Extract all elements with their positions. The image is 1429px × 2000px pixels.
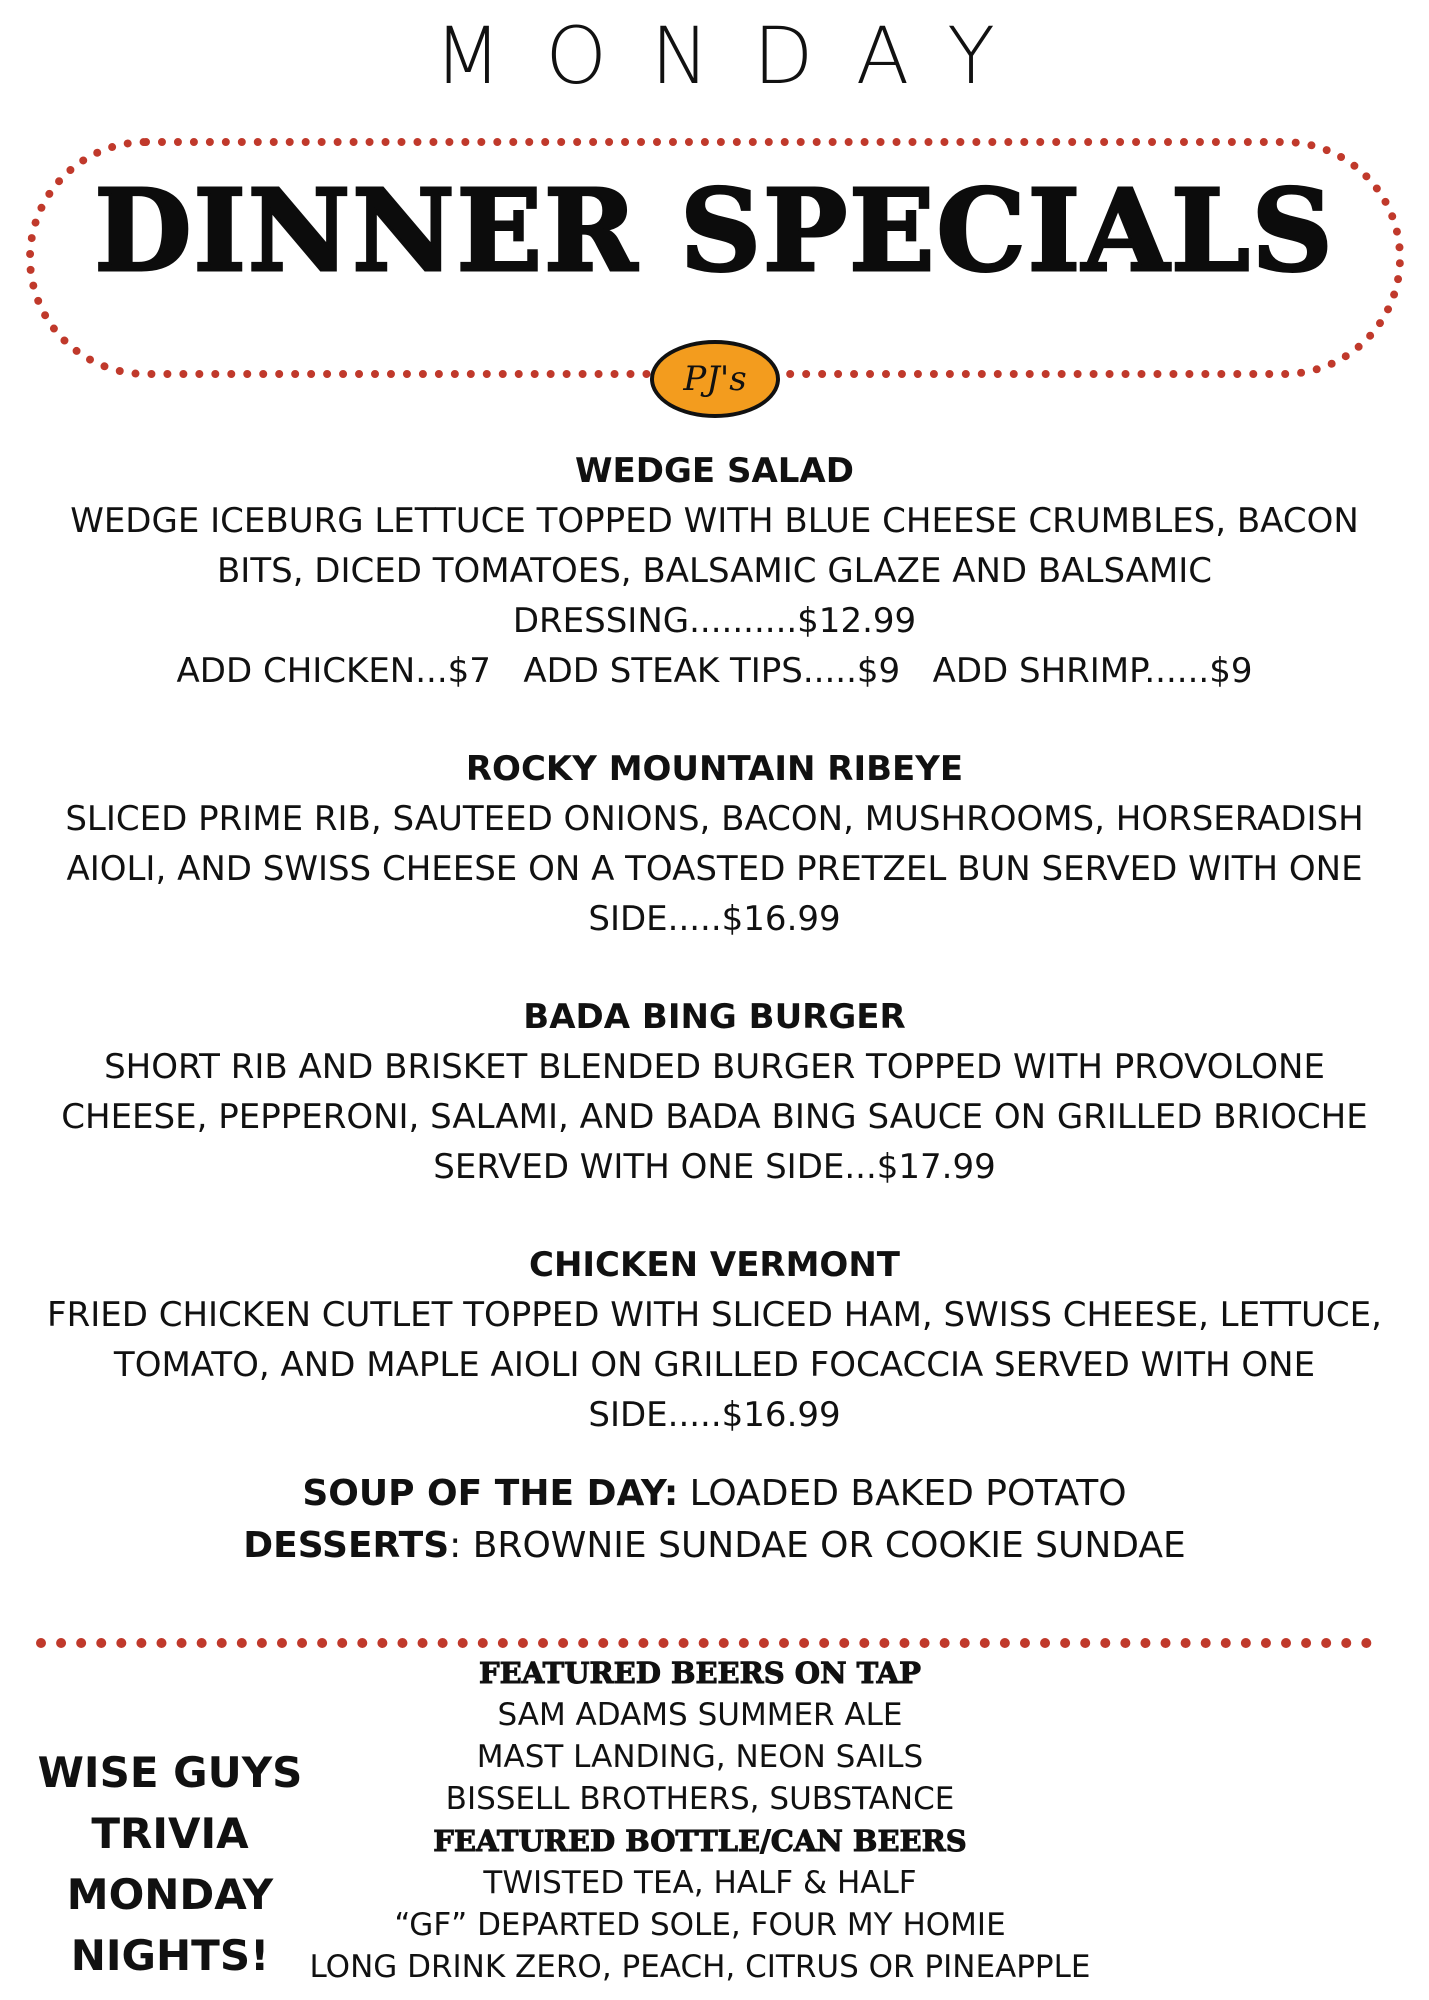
- special-item-ribeye: [40, 744, 1389, 944]
- tap-beer: BISSELL BROTHERS, SUBSTANCE: [445, 1781, 955, 1817]
- special-name: ROCKY MOUNTAIN RIBEYE: [465, 749, 964, 789]
- trivia-line: MONDAY: [66, 1870, 274, 1919]
- tap-beer: MAST LANDING, NEON SAILS: [476, 1739, 924, 1775]
- tap-beers-heading: FEATURED BEERS ON TAP: [479, 1656, 921, 1690]
- special-item-burger: [40, 992, 1389, 1192]
- desserts-label: DESSERTS: [243, 1525, 450, 1566]
- trivia-callout: [30, 1742, 310, 1986]
- special-description: SLICED PRIME RIB, SAUTEED ONIONS, BACON, MUSHROOMS, HORSERADISH AIOLI, AND SWISS CHEESE ON A TOASTED PRETZEL BUN SERVED WITH ONE SIDE.....$16.99: [65, 799, 1364, 939]
- trivia-line: TRIVIA: [91, 1809, 249, 1858]
- special-item-wedge-salad: [40, 446, 1389, 696]
- trivia-line: WISE GUYS: [37, 1748, 303, 1797]
- special-item-chicken-vermont: [40, 1240, 1389, 1440]
- page-title: DINNER SPECIALS: [94, 166, 1335, 297]
- special-name: CHICKEN VERMONT: [529, 1245, 900, 1285]
- desserts-value: : BROWNIE SUNDAE OR COOKIE SUNDAE: [449, 1525, 1186, 1566]
- featured-beers: [300, 1652, 1100, 1988]
- special-description: WEDGE ICEBURG LETTUCE TOPPED WITH BLUE CHEESE CRUMBLES, BACON BITS, DICED TOMATOES, BALSAMIC GLAZE AND BALSAMIC DRESSING..........$12.99: [70, 501, 1359, 641]
- pjs-logo: PJ's: [650, 340, 780, 418]
- desserts: [40, 1520, 1389, 1572]
- bottle-beers-heading: FEATURED BOTTLE/CAN BEERS: [433, 1824, 967, 1858]
- soup-of-the-day: [40, 1468, 1389, 1520]
- soup-value: LOADED BAKED POTATO: [678, 1473, 1127, 1514]
- section-divider: [36, 1638, 1372, 1648]
- day-heading: MONDAY: [434, 12, 1039, 102]
- trivia-line: NIGHTS!: [70, 1931, 270, 1980]
- tap-beer: SAM ADAMS SUMMER ALE: [497, 1697, 903, 1733]
- bottle-beer: LONG DRINK ZERO, PEACH, CITRUS OR PINEAPPLE: [309, 1949, 1091, 1985]
- soup-label: SOUP OF THE DAY:: [302, 1473, 679, 1514]
- special-name: BADA BING BURGER: [523, 997, 906, 1037]
- special-description: FRIED CHICKEN CUTLET TOPPED WITH SLICED HAM, SWISS CHEESE, LETTUCE, TOMATO, AND MAPLE AIOLI ON GRILLED FOCACCIA SERVED WITH ONE SIDE.....$16.99: [47, 1295, 1382, 1435]
- special-addons: ADD CHICKEN...$7 ADD STEAK TIPS.....$9 ADD SHRIMP......$9: [176, 651, 1253, 691]
- special-name: WEDGE SALAD: [575, 451, 854, 491]
- bottle-beer: “GF” DEPARTED SOLE, FOUR MY HOMIE: [394, 1907, 1006, 1943]
- special-description: SHORT RIB AND BRISKET BLENDED BURGER TOPPED WITH PROVOLONE CHEESE, PEPPERONI, SALAMI, AND BADA BING SAUCE ON GRILLED BRIOCHE SERVED WITH ONE SIDE...$17.99: [61, 1047, 1368, 1187]
- specials-list: [40, 446, 1389, 1572]
- bottle-beer: TWISTED TEA, HALF & HALF: [483, 1865, 917, 1901]
